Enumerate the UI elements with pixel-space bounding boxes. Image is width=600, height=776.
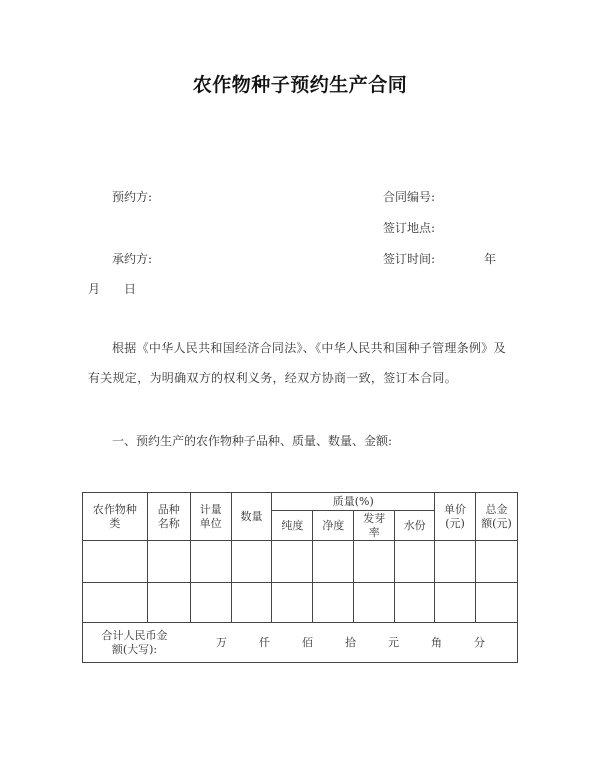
table-row [83,541,518,583]
unit-jiao: 角 [431,635,442,649]
total-amount-wrap [83,629,517,657]
table-cell[interactable] [83,583,148,623]
unit-qian: 仟 [259,635,270,649]
header-price-line2: (元) [445,516,465,530]
section-1-heading: 一、预约生产的农作物种子品种、质量、数量、金额: [112,434,393,448]
sign-place-label: 签订地点: [383,221,436,235]
sign-time-label: 签订时间: [383,252,436,266]
table-cell[interactable] [313,541,354,583]
header-crop-type-line1: 农作物种 [92,502,137,516]
page-title: 农作物种子预约生产合同 [192,74,408,96]
table-cell[interactable] [272,541,313,583]
table-cell[interactable] [395,541,435,583]
total-amount-row [83,623,518,663]
table-cell[interactable] [231,583,272,623]
party-b-label: 承约方: [112,252,153,266]
header-germination-line2: 率 [368,525,380,539]
table-cell[interactable] [435,583,476,623]
header-moisture: 水份 [395,511,435,541]
header-quantity: 数量 [231,493,272,541]
header-total-amount [475,493,517,541]
header-unit-price [435,493,476,541]
amount-units [216,636,517,650]
table-cell[interactable] [475,541,517,583]
day-label: 日 [124,282,137,296]
table-cell[interactable] [354,541,395,583]
table-cell[interactable] [313,583,354,623]
year-label: 年 [484,252,497,266]
table-cell[interactable] [147,583,190,623]
header-unit [190,493,231,541]
header-variety-line2: 名称 [157,516,180,530]
unit-yuan: 元 [388,635,399,649]
header-unit-line2: 单位 [199,516,222,530]
table-cell[interactable] [354,583,395,623]
total-amount-cell[interactable] [83,623,518,663]
header-total-line1: 总金 [485,502,508,516]
header-variety [147,493,190,541]
seed-order-table [82,492,518,663]
preamble-paragraph: 根据《中华人民共和国经济合同法》、《中华人民共和国种子管理条例》及有关规定，为明确双方的权利义务，经双方协商一致，签订本合同。 [88,341,506,385]
header-crop-type [83,493,148,541]
table-cell[interactable] [190,541,231,583]
unit-wan: 万 [216,635,227,649]
table-row [83,583,518,623]
header-crop-type-line2: 类 [109,516,121,530]
month-label: 月 [88,282,101,296]
unit-fen: 分 [474,635,485,649]
table-cell[interactable] [190,583,231,623]
table-cell[interactable] [272,583,313,623]
header-unit-line1: 计量 [199,502,222,516]
table-cell[interactable] [147,541,190,583]
header-germination [354,511,395,541]
header-price-line1: 单价 [444,502,467,516]
table-cell[interactable] [395,583,435,623]
unit-bai: 佰 [302,635,313,649]
party-a-label: 预约方: [112,190,153,204]
header-total-line2: 额(元) [481,516,512,530]
table-cell[interactable] [435,541,476,583]
total-amount-label: 合计人民币金额(大写): [101,628,168,656]
header-variety-line1: 品种 [157,502,180,516]
unit-shi: 拾 [345,635,356,649]
header-quality: 质量(%) [272,493,435,511]
table-cell[interactable] [83,541,148,583]
contract-no-label: 合同编号: [383,190,436,204]
table-cell[interactable] [475,583,517,623]
header-purity: 纯度 [272,511,313,541]
header-germination-line1: 发芽 [363,511,386,525]
header-cleanliness: 净度 [313,511,354,541]
table-cell[interactable] [231,541,272,583]
table-header-row [83,493,518,511]
